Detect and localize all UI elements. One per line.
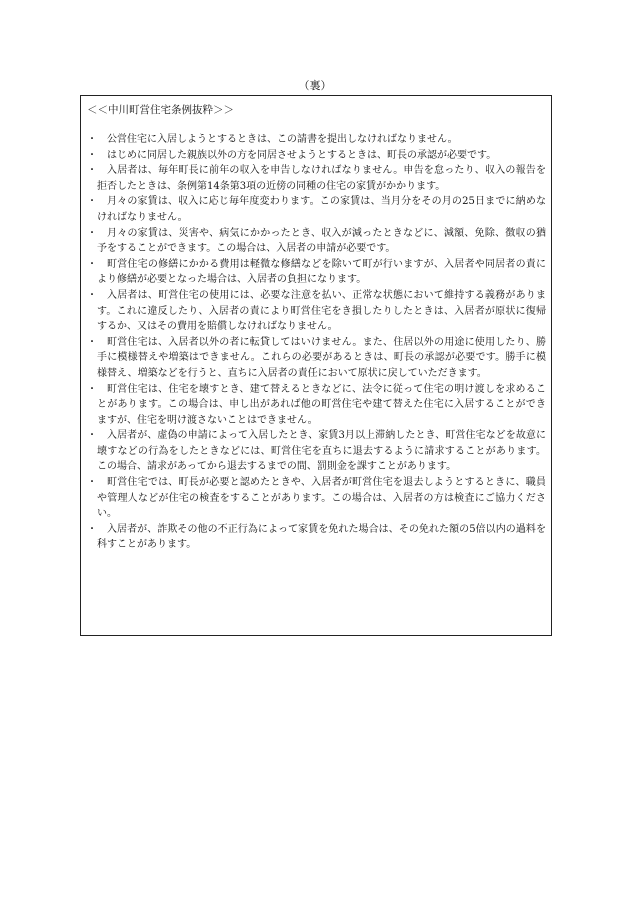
provision-item	[87, 132, 546, 148]
bullet-marker: ・	[87, 165, 97, 177]
provision-list	[87, 132, 546, 553]
provision-text: 入居者は、毎年町長に前年の収入を申告しなければなりません。申告を怠ったり、収入の報告を拒否したときは、条例第14条第3項の近傍の同種の住宅の家賃がかかります。	[97, 165, 546, 192]
bullet-marker: ・	[87, 196, 97, 208]
bullet-marker: ・	[87, 149, 97, 161]
provision-item	[87, 288, 546, 335]
provision-item	[87, 257, 546, 288]
provision-item	[87, 148, 546, 164]
provision-item	[87, 335, 546, 382]
bullet-marker: ・	[87, 430, 97, 442]
provision-item	[87, 382, 546, 429]
bullet-marker: ・	[87, 523, 97, 535]
bullet-marker: ・	[87, 383, 97, 395]
provision-item	[87, 428, 546, 475]
bullet-marker: ・	[87, 134, 97, 145]
bullet-marker: ・	[87, 477, 97, 489]
page-heading: （裏）	[298, 79, 332, 92]
provision-text: 町営住宅は、住宅を壊すとき、建て替えるときなどに、法令に従って住宅の明け渡しを求めることがあります。この場合は、申し出があれば他の町営住宅や建て替えた住宅に入居することができますが、住宅を明け渡さないことはできません。	[97, 383, 546, 426]
provision-text: 入居者が、詐欺その他の不正行為によって家賃を免れた場合は、その免れた額の5倍以内の過料を科すことがあります。	[97, 523, 546, 551]
provision-item	[87, 194, 546, 225]
bullet-marker: ・	[87, 336, 97, 348]
provision-text: 入居者が、虚偽の申請によって入居したとき、家賃3月以上滞納したとき、町営住宅などを故意に壊すなどの行為をしたときなどには、町営住宅を直ちに退去するように請求することがあります。この場合、請求があってから退去するまでの間、罰則金を課すことがあります。	[97, 430, 546, 473]
bullet-marker: ・	[87, 227, 97, 239]
bullet-marker: ・	[87, 289, 97, 301]
provision-text: 公営住宅に入居しようとするときは、この請書を提出しなければなりません。	[107, 134, 458, 145]
provision-text: 町営住宅では、町長が必要と認めたときや、入居者が町営住宅を退去しようとするときに、職員や管理人などが住宅の検査をすることがあります。この場合は、入居者の方は検査にご協力ください。	[97, 477, 546, 520]
provision-item	[87, 226, 546, 257]
provision-text: はじめに同居した親族以外の方を同居させようとするときは、町長の承認が必要です。	[107, 149, 497, 161]
bullet-marker: ・	[87, 258, 97, 270]
provision-text: 町営住宅の修繕にかかる費用は軽微な修繕などを除いて町が行いますが、入居者や同居者の責により修繕が必要となった場合は、入居者の負担になります。	[97, 258, 546, 286]
ordinance-excerpt-box	[80, 95, 552, 636]
provision-text: 月々の家賃は、収入に応じ毎年度変わります。この家賃は、当月分をその月の25日までに納めなければなりません。	[97, 196, 546, 223]
provision-item	[87, 163, 546, 194]
excerpt-title: ＜＜中川町営住宅条例抜粋＞＞	[87, 104, 234, 116]
provision-text: 入居者は、町営住宅の使用には、必要な注意を払い、正常な状態において維持する義務があります。これに違反したり、入居者の責により町営住宅をき損したりしたときは、入居者が原状に復帰するか、又はその費用を賠償しなければなりません。	[97, 289, 546, 333]
provision-item	[87, 522, 546, 553]
provision-item	[87, 475, 546, 522]
provision-text: 月々の家賃は、災害や、病気にかかったとき、収入が減ったときなどに、減額、免除、徴収の猶予をすることができます。この場合は、入居者の申請が必要です。	[97, 227, 546, 255]
provision-text: 町営住宅は、入居者以外の者に転貸してはいけません。また、住居以外の用途に使用したり、勝手に模様替えや増築はできません。これらの必要があるときは、町長の承認が必要です。勝手に模様替え、増築などを行うと、直ちに入居者の責任において原状に戻していただきます。	[97, 336, 546, 379]
